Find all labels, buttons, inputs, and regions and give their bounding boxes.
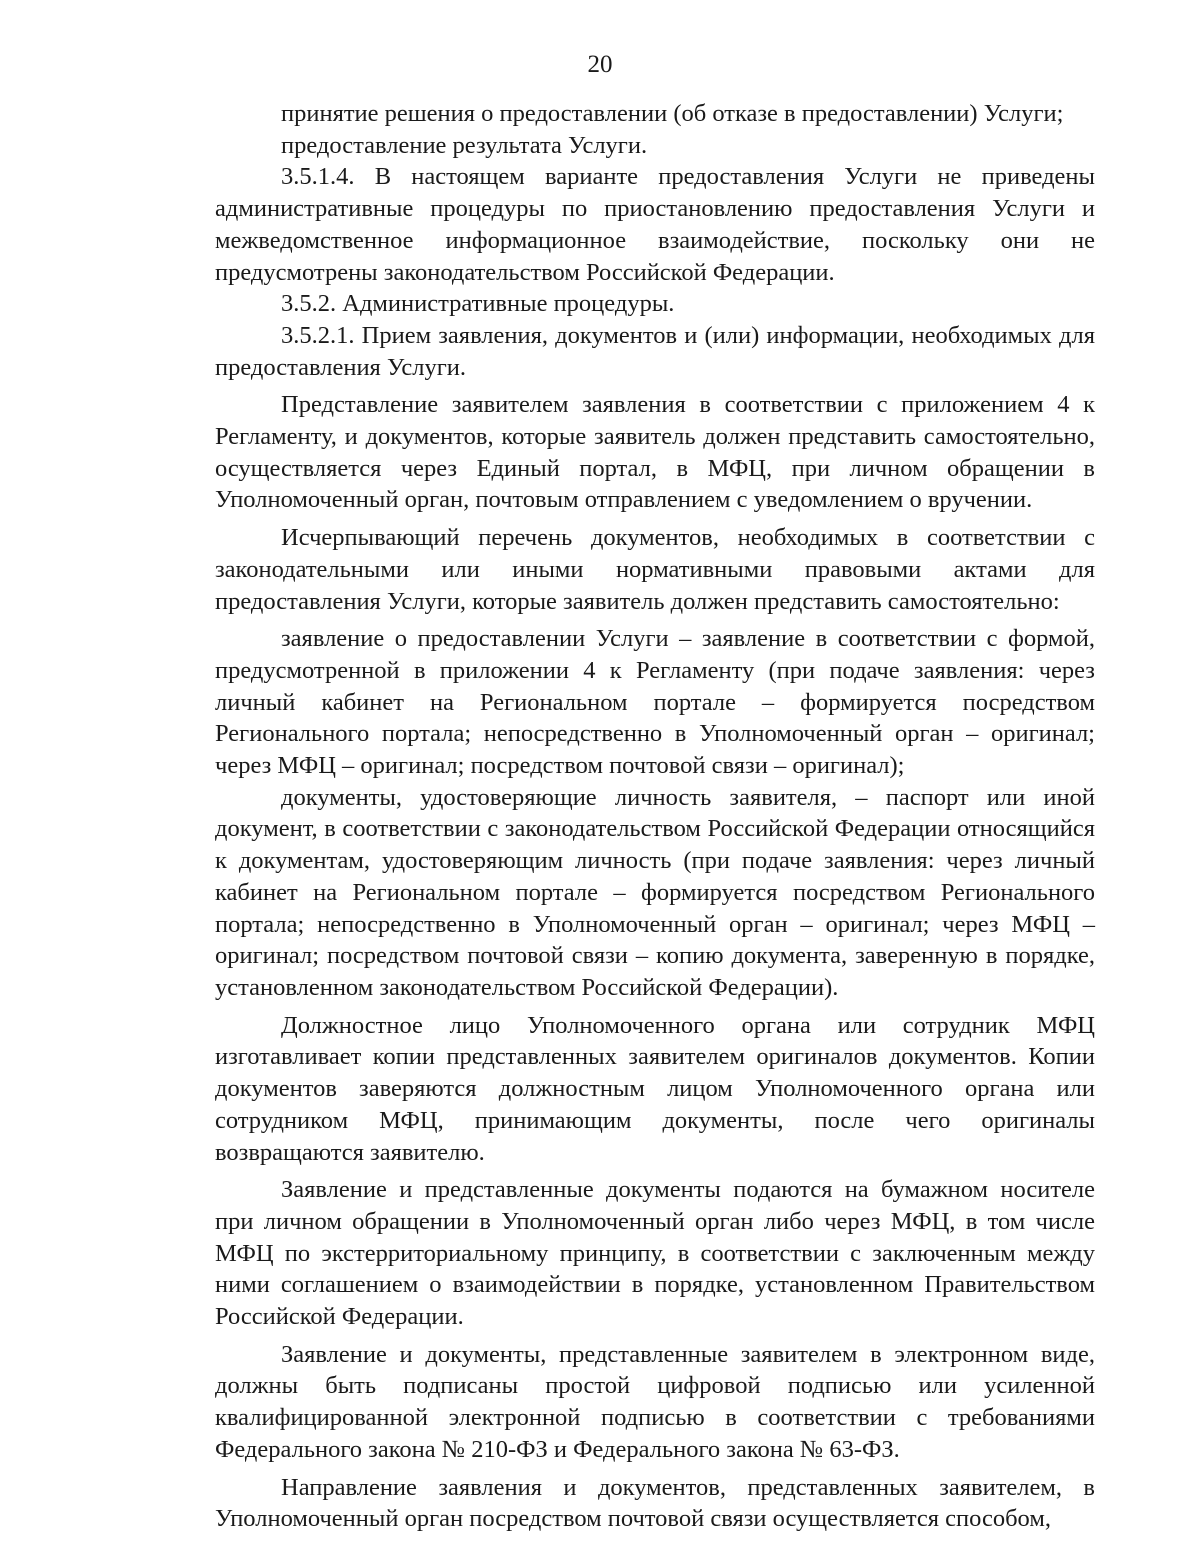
paragraph: 3.5.2. Административные процедуры. <box>281 290 675 318</box>
paragraph: 3.5.2.1. Прием заявления, документов и (или) информации, необходимых для предоставления Услуги. <box>215 321 1095 381</box>
paragraph: Представление заявителем заявления в соответствии с приложением 4 к Регламенту, и документов, которые заявитель должен представить самостоятельно, осуществляется через Единый портал, в МФЦ, при личном обращении в Уполномоченный орган, почтовым отправлением с уведомлением о вручении. <box>215 391 1095 514</box>
document-body <box>215 98 1095 1535</box>
paragraph: Направление заявления и документов, представленных заявителем, в Уполномоченный орган посредством почтовой связи осуществляется способом, <box>215 1473 1095 1533</box>
paragraph: Заявление и представленные документы подаются на бумажном носителе при личном обращении в Уполномоченный орган либо через МФЦ, в том числе МФЦ по экстерриториальному принципу, в соответствии с заключенным между ними соглашением о взаимодействии в порядке, установленном Правительством Российской Федерации. <box>215 1176 1095 1331</box>
paragraph: документы, удостоверяющие личность заявителя, – паспорт или иной документ, в соответствии с законодательством Российской Федерации относящийся к документам, удостоверяющим личность (при подаче заявления: через личный кабинет на Региональном портале – формируется посредством Регионального портала; непосредственно в Уполномоченный орган – оригинал; через МФЦ – оригинал; посредством почтовой связи – копию документа, заверенную в порядке, установленном законодательством Российской Федерации). <box>215 783 1095 1001</box>
page-number: 20 <box>587 51 613 78</box>
paragraph: Должностное лицо Уполномоченного органа или сотрудник МФЦ изготавливает копии представленных заявителем оригиналов документов. Копии документов заверяются должностным лицом Уполномоченного органа или сотрудником МФЦ, принимающим документы, после чего оригиналы возвращаются заявителю. <box>215 1011 1095 1166</box>
paragraph: Заявление и документы, представленные заявителем в электронном виде, должны быть подписаны простой цифровой подписью или усиленной квалифицированной электронной подписью в соответствии с требованиями Федерального закона № 210-ФЗ и Федерального закона № 63-ФЗ. <box>215 1340 1095 1463</box>
paragraph: принятие решения о предоставлении (об отказе в предоставлении) Услуги; <box>281 100 1064 127</box>
paragraph: заявление о предоставлении Услуги – заявление в соответствии с формой, предусмотренной в приложении 4 к Регламенту (при подаче заявления: через личный кабинет на Региональном портале – формируется посредством Регионального портала; непосредственно в Уполномоченный орган – оригинал; через МФЦ – оригинал; посредством почтовой связи – оригинал); <box>215 625 1095 780</box>
paragraph: предоставление результата Услуги. <box>281 131 648 159</box>
paragraph: Исчерпывающий перечень документов, необходимых в соответствии с законодательными или иными нормативными правовыми актами для предоставления Услуги, которые заявитель должен представить самостоятельно: <box>215 524 1095 615</box>
paragraph: 3.5.1.4. В настоящем варианте предоставления Услуги не приведены административные процедуры по приостановлению предоставления Услуги и межведомственное информационное взаимодействие, поскольку они не предусмотрены законодательством Российской Федерации. <box>215 163 1095 286</box>
